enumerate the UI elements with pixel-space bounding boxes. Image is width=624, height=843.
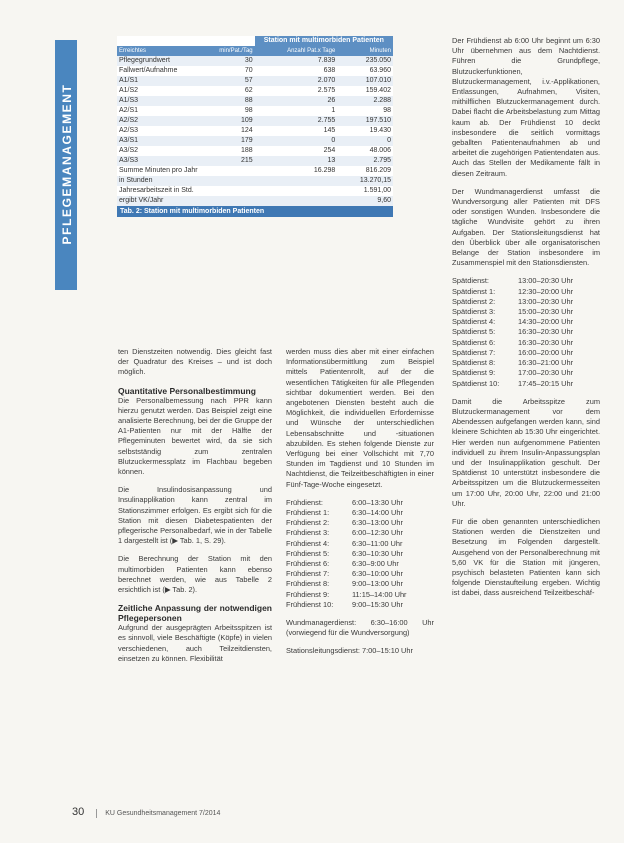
shift-name: Frühdienst 9: bbox=[286, 589, 330, 599]
shift-name: Spätdienst 10: bbox=[452, 378, 500, 388]
table-cell: 88 bbox=[213, 96, 255, 106]
footer-divider bbox=[96, 809, 97, 818]
shift-entry bbox=[452, 368, 600, 378]
table-cell: 109 bbox=[213, 116, 255, 126]
shift-entry bbox=[286, 559, 434, 569]
shift-entry bbox=[452, 379, 600, 389]
journal-name: KU Gesundheitsmanagement 7/2014 bbox=[105, 810, 221, 817]
table-cell: A3/S1 bbox=[117, 136, 213, 146]
shift-time: 16:00–20:00 Uhr bbox=[518, 347, 574, 357]
table-cell: 124 bbox=[213, 126, 255, 136]
paragraph: Aufgrund der ausgeprägten Arbeitsspitzen ist es sinnvoll, viele Beschäftigte (Köpfe) in vielen verschiedenen, auch Teilzeitdiensten, einsetzen zu können. Flexibilität bbox=[118, 623, 272, 663]
table-cell: in Stunden bbox=[117, 176, 255, 186]
shift-name: Frühdienst 10: bbox=[286, 599, 334, 609]
shift-time: 12:30–20:00 Uhr bbox=[518, 286, 574, 296]
section-heading: Zeitliche Anpassung der notwendigen Pflegepersonen bbox=[118, 603, 272, 624]
table-cell: 2.755 bbox=[255, 116, 338, 126]
shift-time: 6:30–11:00 Uhr bbox=[352, 538, 403, 548]
table-cell: A1/S2 bbox=[117, 86, 213, 96]
paragraph: Die Berechnung der Station mit den multimorbiden Patienten kann ebenso berechnet werden, wie aus Tabelle 2 ersichtlich ist (▶ Tab. 2). bbox=[118, 554, 272, 595]
paragraph: ten Dienstzeiten notwendig. Dies gleicht fast der Quadratur des Kreises – und ist doch möglich. bbox=[118, 347, 272, 377]
table-cell: A1/S3 bbox=[117, 96, 213, 106]
table-cell: A1/S1 bbox=[117, 76, 213, 86]
section-sidebar bbox=[55, 40, 77, 290]
shift-entry bbox=[452, 276, 600, 286]
table-cell: 2.575 bbox=[255, 86, 338, 96]
table-cell: 13 bbox=[255, 156, 338, 166]
shift-entry bbox=[286, 579, 434, 589]
shift-entry bbox=[452, 348, 600, 358]
shift-entry bbox=[286, 549, 434, 559]
table-cell: 19.430 bbox=[337, 126, 393, 136]
shift-name: Frühdienst 1: bbox=[286, 508, 330, 518]
paragraph: Wundmanagerdienst: 6:30–16:00 Uhr (vorwiegend für die Wundversorgung) bbox=[286, 618, 434, 638]
table-summary-row bbox=[117, 166, 393, 176]
table-cell: 62 bbox=[213, 86, 255, 96]
table-cell: 2.795 bbox=[337, 156, 393, 166]
shift-time: 6:30–14:00 Uhr bbox=[352, 508, 403, 518]
shift-name: Spätdienst 7: bbox=[452, 347, 496, 357]
shift-name: Frühdienst 4: bbox=[286, 538, 330, 548]
table-cell: Jahresarbeitszeit in Std. bbox=[117, 186, 255, 196]
col-header-minutes: Minuten bbox=[337, 46, 393, 56]
table-summary-row bbox=[117, 186, 393, 196]
table-cell: 70 bbox=[213, 66, 255, 76]
shift-name: Spätdienst 4: bbox=[452, 317, 496, 327]
text-column-3 bbox=[452, 36, 600, 607]
paragraph: werden muss dies aber mit einer einfachen Informationsübermittlung zum Beispiel mittels Patientenrollt, auf der die wesentlichen Tätigkeiten für alle Pflegenden sichtbar dokumentiert werden. Bei den angebotenen Diensten besteht auch die Möglichkeit, die individuellen Erfordernisse und Wünsche der unterschiedlichen Lebensabschnitte und -situationen abzubilden. Es stehen folgende Dienste zur Verfügung bei einer Vollschicht mit 7,70 Stunden im Tagdienst und 10 Stunden im Nachtdienst, die Teilzeitbeschäftigten in einer Fünf-Tage-Woche eingesetzt. bbox=[286, 347, 434, 489]
shift-name: Spätdienst 6: bbox=[452, 337, 496, 347]
table-cell: Fallwert/Aufnahme bbox=[117, 66, 213, 76]
table-cell: 7.839 bbox=[255, 56, 338, 66]
paragraph: Die Insulindosisanpassung und Insulinapplikation kann zentral im Stationszimmer erfolgen. Es ergibt sich für die Station mit diesen Diabetespatienten der pflegerische Personalbedarf, wie in der Tabelle 1 dargestellt ist (▶ Tab. 1, S. 29). bbox=[118, 485, 272, 546]
table-row bbox=[117, 76, 393, 86]
table-cell bbox=[255, 186, 338, 196]
table-caption: Tab. 2: Station mit multimorbiden Patienten bbox=[117, 206, 393, 217]
table-cell: 0 bbox=[255, 136, 338, 146]
table-cell: 235.050 bbox=[337, 56, 393, 66]
table-row bbox=[117, 146, 393, 156]
shift-schedule-late bbox=[452, 276, 600, 388]
table-row bbox=[117, 66, 393, 76]
paragraph: Die Personalbemessung nach PPR kann hierzu genutzt werden. Das Beispiel zeigt eine analisierte Berechnung, bei der die Gruppe der A1-Patienten nur mit der Hälfte der Pflegeminuten bewertet wird, da sie sich selbstständig zum zentralen Blutzuckermessplatz im Flachbau begeben können. bbox=[118, 395, 272, 477]
table-summary-row bbox=[117, 176, 393, 186]
shift-time: 9:00–15:30 Uhr bbox=[352, 599, 403, 609]
shift-time: 13:00–20:30 Uhr bbox=[518, 296, 574, 306]
shift-entry bbox=[286, 508, 434, 518]
table-cell: 0 bbox=[337, 136, 393, 146]
shift-time: 17:45–20:15 Uhr bbox=[518, 378, 574, 388]
text-column-1 bbox=[118, 347, 272, 672]
shift-name: Frühdienst 3: bbox=[286, 528, 330, 538]
shift-schedule-early bbox=[286, 498, 434, 610]
table-row bbox=[117, 116, 393, 126]
shift-time: 16:30–21:00 Uhr bbox=[518, 358, 574, 368]
shift-entry bbox=[286, 528, 434, 538]
table-cell: 159.402 bbox=[337, 86, 393, 96]
table-cell: 98 bbox=[337, 106, 393, 116]
shift-time: 17:00–20:30 Uhr bbox=[518, 368, 574, 378]
table-cell: Pflegegrundwert bbox=[117, 56, 213, 66]
shift-name: Spätdienst 9: bbox=[452, 368, 496, 378]
table-cell: 215 bbox=[213, 156, 255, 166]
shift-time: 16:30–20:30 Uhr bbox=[518, 327, 574, 337]
shift-name: Spätdienst 2: bbox=[452, 296, 496, 306]
table-row bbox=[117, 126, 393, 136]
table-cell: 188 bbox=[213, 146, 255, 156]
shift-time: 6:00–12:30 Uhr bbox=[352, 528, 403, 538]
table-row bbox=[117, 136, 393, 146]
staffing-table bbox=[117, 36, 393, 217]
table-cell: A3/S3 bbox=[117, 156, 213, 166]
shift-time: 6:30–10:00 Uhr bbox=[352, 569, 403, 579]
shift-entry bbox=[452, 307, 600, 317]
shift-entry bbox=[286, 569, 434, 579]
shift-time: 6:30–9:00 Uhr bbox=[352, 559, 399, 569]
table-cell: 13.270,15 bbox=[337, 176, 393, 186]
table-cell: 254 bbox=[255, 146, 338, 156]
page-number: 30 bbox=[72, 806, 85, 818]
shift-entry bbox=[452, 287, 600, 297]
shift-name: Frühdienst 6: bbox=[286, 559, 330, 569]
shift-name: Spätdienst 3: bbox=[452, 307, 496, 317]
paragraph: Stationsleitungsdienst: 7:00–15:10 Uhr bbox=[286, 646, 413, 656]
shift-name: Spätdienst 5: bbox=[452, 327, 496, 337]
shift-name: Spätdienst 1: bbox=[452, 286, 496, 296]
table-cell bbox=[255, 176, 338, 186]
shift-entry bbox=[286, 600, 434, 610]
shift-entry bbox=[452, 317, 600, 327]
shift-entry bbox=[286, 590, 434, 600]
table-cell: A2/S3 bbox=[117, 126, 213, 136]
table-cell: 98 bbox=[213, 106, 255, 116]
table-row bbox=[117, 156, 393, 166]
col-header-count: Anzahl Pat.x Tage bbox=[255, 46, 338, 56]
col-header-label: Erreichtes bbox=[117, 46, 213, 56]
table-cell: 107.010 bbox=[337, 76, 393, 86]
shift-time: 6:30–10:30 Uhr bbox=[352, 548, 403, 558]
table-cell: A3/S2 bbox=[117, 146, 213, 156]
table-cell: 57 bbox=[213, 76, 255, 86]
shift-time: 6:30–13:00 Uhr bbox=[352, 518, 403, 528]
table-row bbox=[117, 56, 393, 66]
table-cell: 2.288 bbox=[337, 96, 393, 106]
section-label: PFLEGEMANAGEMENT bbox=[60, 83, 74, 245]
table-cell: Summe Minuten pro Jahr bbox=[117, 166, 255, 176]
table-row bbox=[117, 96, 393, 106]
shift-time: 14:30–20:00 Uhr bbox=[518, 317, 574, 327]
paragraph: Damit die Arbeitsspitze zum Blutzuckermanagement vor dem Abendessen aufgefangen werden kann, sind kleinere Schichten ab 15:30 Uhr eingerichtet. Hier werden nun aufgenommene Patienten individuell zu ihrem Insulin-Anpassungsplan und der Insulinapplikation geschult. Der Spätdienst 10 unterstützt insbesondere die Arbeitsspitzen um die Blutzuckermesseiten um 17:00 Uhr, 20:00 Uhr, 22:00 und 21:00 Uhr. bbox=[452, 396, 600, 508]
table-cell: 30 bbox=[213, 56, 255, 66]
table-cell: 1.591,00 bbox=[337, 186, 393, 196]
table-group-header: Station mit multimorbiden Patienten bbox=[255, 36, 393, 46]
shift-name: Spätdienst 8: bbox=[452, 358, 496, 368]
shift-name: Spätdienst: bbox=[452, 276, 489, 286]
shift-time: 13:00–20:30 Uhr bbox=[518, 276, 574, 286]
shift-entry bbox=[452, 358, 600, 368]
shift-entry bbox=[286, 518, 434, 528]
shift-entry bbox=[452, 327, 600, 337]
text-column-2 bbox=[286, 347, 434, 665]
table-row bbox=[117, 86, 393, 96]
shift-name: Frühdienst 8: bbox=[286, 579, 330, 589]
table-summary-row bbox=[117, 196, 393, 206]
table-cell: 1 bbox=[255, 106, 338, 116]
paragraph: Für die oben genannten unterschiedlichen Stationen werden die Dienstzeiten und Besetzung im Folgenden dargestellt. Ausgehend von der Personalberechnung mit 5,60 VK für die Station mit jüngeren, psychisch belasteten Patienten kann sich folgende Dienstaufteilung ergeben. Wichtig ist dabei, dass ausreichend Teilzeitbeschäf- bbox=[452, 516, 600, 598]
shift-entry bbox=[286, 498, 434, 508]
table-row bbox=[117, 106, 393, 116]
col-header-min: min/Pat./Tag bbox=[213, 46, 255, 56]
shift-time: 15:00–20:30 Uhr bbox=[518, 307, 574, 317]
table-cell bbox=[255, 196, 338, 206]
paragraph: Der Frühdienst ab 6:00 Uhr beginnt um 6:30 Uhr übernehmen aus dem Nachtdienst. Führen die Grundpflege, Blutzuckerfunktionen, Blutzuckermanagement, i.v.-Applikationen, Entlassungen, Aufnahmen, Visiten, mithilflichen Blutzuckermanagement durch. Dabei flacht die Arbeitsbelastung zum Mittag kaum ab. Der Frühdienst 10 deckt insbesondere die seitlich vormittags geballten Patientenaufnahmen ab und arbeitet die zugehörigen Patientendaten aus. Auch das Stellen der Medikamente fällt in diesen Zeitraum. bbox=[452, 36, 600, 178]
table-cell: 816.209 bbox=[337, 166, 393, 176]
shift-entry bbox=[452, 338, 600, 348]
shift-entry bbox=[452, 297, 600, 307]
shift-time: 9:00–13:00 Uhr bbox=[352, 579, 403, 589]
table-cell: 48.006 bbox=[337, 146, 393, 156]
section-heading: Quantitative Personalbestimmung bbox=[118, 385, 256, 396]
table-cell: 16.298 bbox=[255, 166, 338, 176]
shift-name: Frühdienst 7: bbox=[286, 569, 330, 579]
shift-time: 11:15–14:00 Uhr bbox=[352, 589, 407, 599]
shift-time: 16:30–20:30 Uhr bbox=[518, 337, 574, 347]
table-cell: A2/S2 bbox=[117, 116, 213, 126]
table-cell: 2.070 bbox=[255, 76, 338, 86]
table-cell: 9,60 bbox=[337, 196, 393, 206]
table-cell: 145 bbox=[255, 126, 338, 136]
table-cell: 179 bbox=[213, 136, 255, 146]
table-cell: ergibt VK/Jahr bbox=[117, 196, 255, 206]
table-cell: 63.960 bbox=[337, 66, 393, 76]
table-cell: 638 bbox=[255, 66, 338, 76]
shift-name: Frühdienst 5: bbox=[286, 548, 330, 558]
shift-entry bbox=[286, 539, 434, 549]
table bbox=[117, 36, 393, 206]
shift-time: 6:00–13:30 Uhr bbox=[352, 497, 403, 507]
table-cell: 197.510 bbox=[337, 116, 393, 126]
paragraph: Der Wundmanagerdienst umfasst die Wundversorgung aller Patienten mit DFS oder sonstigen Wunden. Insbesondere die tägliche Wundvisite gehört zu ihren Aufgaben. Der Stationsleitungsdienst hat den Überblick über alle organisatorischen Belange der Station insbesondere im Zusammenspiel mit den Stationsdiensten. bbox=[452, 186, 600, 268]
table-cell: A2/S1 bbox=[117, 106, 213, 116]
shift-name: Frühdienst: bbox=[286, 497, 323, 507]
table-cell: 26 bbox=[255, 96, 338, 106]
shift-name: Frühdienst 2: bbox=[286, 518, 330, 528]
page-footer bbox=[72, 806, 220, 818]
